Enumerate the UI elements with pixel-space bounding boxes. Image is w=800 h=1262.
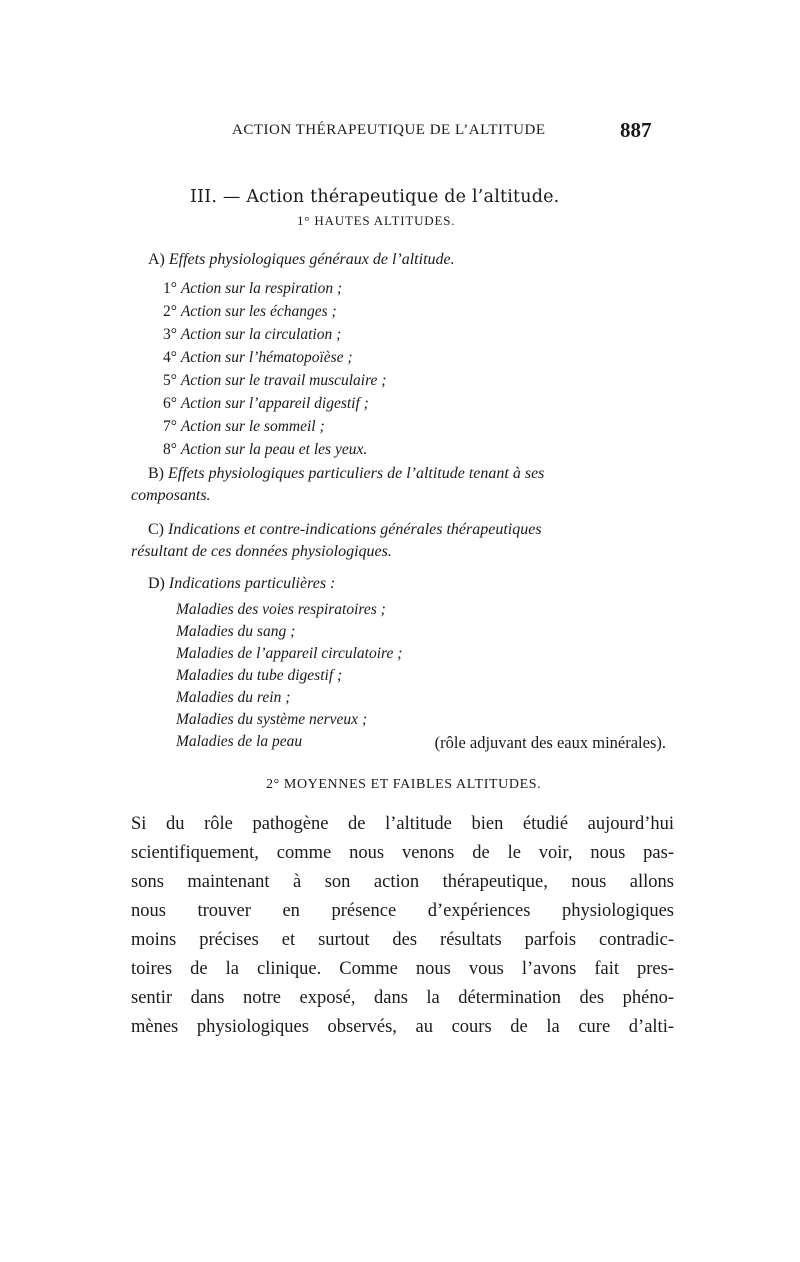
disease-item: Maladies des voies respiratoires ; bbox=[176, 601, 386, 618]
part-b-line2: composants. bbox=[131, 487, 211, 504]
part-d-label: D) bbox=[148, 575, 165, 592]
item-number: 3° bbox=[163, 326, 177, 343]
item-number: 1° bbox=[163, 280, 177, 297]
item-number: 6° bbox=[163, 395, 177, 412]
item-text: Action sur les échanges ; bbox=[180, 303, 337, 320]
part-b-label: B) bbox=[148, 465, 164, 482]
part-b-line1 bbox=[148, 465, 544, 483]
part-c-text: Indications et contre-indications générales thérapeutiques bbox=[168, 521, 542, 538]
disease-item: Maladies du système nerveux ; bbox=[176, 711, 368, 728]
item-text: Action sur l’appareil digestif ; bbox=[180, 395, 369, 412]
body-line: Si du rôle pathogène de l’altitude bien étudié aujourd’hui bbox=[131, 814, 674, 834]
item-number: 7° bbox=[163, 418, 177, 435]
item-number: 4° bbox=[163, 349, 177, 366]
disease-text: Maladies de la peau bbox=[176, 733, 303, 750]
item-text: Action sur la peau et les yeux. bbox=[180, 441, 368, 458]
body-line: moins précises et surtout des résultats parfois contradic- bbox=[131, 930, 674, 950]
body-line: sons maintenant à son action thérapeutique, nous allons bbox=[131, 872, 674, 892]
part-d-text: Indications particulières : bbox=[168, 575, 336, 592]
item-text: Action sur le sommeil ; bbox=[180, 418, 325, 435]
item-number: 8° bbox=[163, 441, 177, 458]
disease-suffix: (rôle adjuvant des eaux minérales). bbox=[434, 733, 666, 752]
item-number: 2° bbox=[163, 303, 177, 320]
list-item bbox=[163, 326, 341, 344]
section-title: III. — Action thérapeutique de l’altitude. bbox=[190, 187, 560, 207]
list-item bbox=[163, 303, 337, 321]
body-line: scientifiquement, comme nous venons de le voir, nous pas- bbox=[131, 843, 674, 863]
list-item bbox=[163, 441, 367, 459]
running-head bbox=[0, 118, 800, 144]
part-b-text: Effets physiologiques particuliers de l’altitude tenant à ses bbox=[168, 465, 545, 482]
list-item bbox=[163, 349, 353, 367]
page-number: 887 bbox=[620, 118, 652, 142]
list-item bbox=[163, 418, 325, 436]
item-text: Action sur la respiration ; bbox=[180, 280, 343, 297]
disease-item: Maladies du sang ; bbox=[176, 623, 296, 640]
body-line: sentir dans notre exposé, dans la détermination des phéno- bbox=[131, 988, 674, 1008]
list-item bbox=[163, 280, 342, 298]
disease-item: Maladies du tube digestif ; bbox=[176, 667, 343, 684]
item-number: 5° bbox=[163, 372, 177, 389]
part-a-label: A) bbox=[148, 251, 165, 268]
part-c-line1 bbox=[148, 521, 542, 539]
running-title: ACTION THÉRAPEUTIQUE DE L’ALTITUDE bbox=[232, 122, 546, 138]
part-a-heading bbox=[148, 251, 455, 269]
section-subtitle: 1° HAUTES ALTITUDES. bbox=[297, 213, 456, 228]
body-line: nous trouver en présence d’expériences physiologiques bbox=[131, 901, 674, 921]
item-text: Action sur la circulation ; bbox=[180, 326, 342, 343]
item-text: Action sur l’hématopoïèse ; bbox=[180, 349, 353, 366]
body-line: mènes physiologiques observés, au cours de la cure d’alti- bbox=[131, 1017, 674, 1037]
disease-item: Maladies de l’appareil circulatoire ; bbox=[176, 645, 403, 662]
list-item bbox=[163, 372, 386, 390]
part-c-line2: résultant de ces données physiologiques. bbox=[131, 543, 392, 560]
section2-title: 2° MOYENNES ET FAIBLES ALTITUDES. bbox=[266, 777, 542, 792]
list-item bbox=[163, 395, 369, 413]
part-c-label: C) bbox=[148, 521, 164, 538]
part-a-text: Effets physiologiques généraux de l’altitude. bbox=[168, 251, 455, 268]
disease-item: Maladies du rein ; bbox=[176, 689, 291, 706]
body-line: toires de la clinique. Comme nous vous l’avons fait pres- bbox=[131, 959, 674, 979]
part-d-heading bbox=[148, 575, 335, 593]
disease-item bbox=[176, 733, 666, 753]
item-text: Action sur le travail musculaire ; bbox=[180, 372, 387, 389]
